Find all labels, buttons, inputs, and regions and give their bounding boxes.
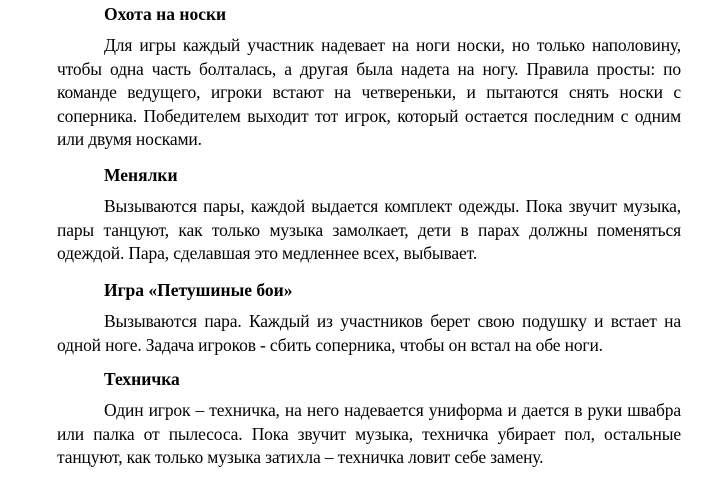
section-swappers — [57, 164, 681, 266]
section-paragraph: Вызываются пара. Каждый из участников берет свою подушку и встает на одной ноге. Задача игроков - сбить соперника, чтобы он встал на обе ноги. — [57, 311, 681, 355]
section-sock-hunt — [57, 3, 681, 152]
section-rooster-fights — [57, 279, 681, 357]
section-paragraph: Для игры каждый участник надевает на ноги носки, но только наполовину, чтобы одна часть болталась, а другая была надета на ногу. Правила просты: по команде ведущего, игроки встают на четвереньки, и пытаются снять носки с соперника. Победителем выходит тот игрок, который остается последним с одним или двумя носками. — [57, 35, 681, 150]
section-cleaner — [57, 368, 681, 470]
section-paragraph: Один игрок – техничка, на него надевается униформа и дается в руки швабра или палка от пылесоса. Пока звучит музыка, техничка убирает пол, остальные танцуют, как только музыка затихла – техничка ловит себе замену. — [57, 400, 681, 468]
section-paragraph: Вызываются пары, каждой выдается комплект одежды. Пока звучит музыка, пары танцуют, как только музыка замолкает, дети в парах должны поменяться одеждой. Пара, сделавшая это медленнее всех, выбывает. — [57, 196, 681, 264]
section-heading: Техничка — [104, 369, 180, 389]
section-heading: Менялки — [104, 165, 178, 185]
section-heading: Охота на носки — [104, 4, 227, 24]
section-heading: Игра «Петушиные бои» — [104, 280, 293, 300]
